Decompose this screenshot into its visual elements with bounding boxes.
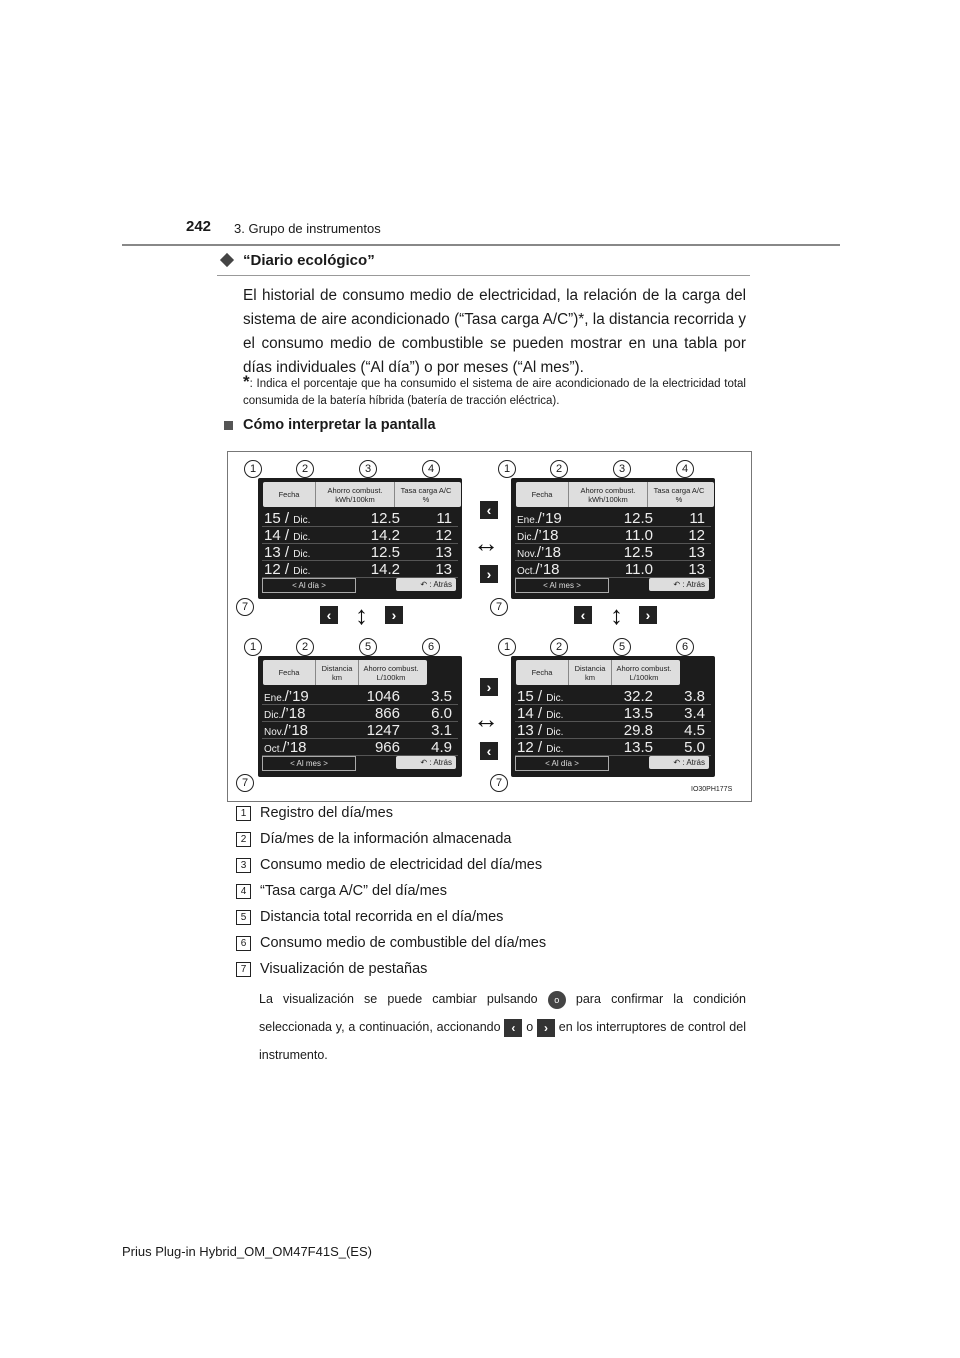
table-row bbox=[262, 511, 458, 527]
legend-text: Consumo medio de combustible del día/mes bbox=[260, 935, 547, 951]
ok-button-icon: o bbox=[548, 991, 566, 1009]
table-row bbox=[515, 706, 711, 722]
table-row bbox=[262, 528, 458, 544]
value-cell: 13 bbox=[435, 544, 452, 561]
legend-text: “Tasa carga A/C” del día/mes bbox=[260, 883, 447, 899]
footnote-text: : Indica el porcentaje que ha consumido el sistema de aire acondicionado de la electricidad total consumida de la batería híbrida (batería de tracción eléctrica). bbox=[243, 378, 746, 407]
table-header bbox=[516, 660, 680, 685]
callout-2: 2 bbox=[296, 460, 314, 478]
screen-day-fuel bbox=[511, 656, 715, 777]
value-cell: 3.8 bbox=[684, 688, 705, 705]
value-cell: 3.5 bbox=[431, 688, 452, 705]
horizontal-double-arrow-icon: ↔ bbox=[473, 704, 499, 734]
value-cell: 11 bbox=[689, 510, 705, 527]
callout-1: 1 bbox=[498, 638, 516, 656]
callout-7: 7 bbox=[236, 774, 254, 792]
footnote-mark: * bbox=[243, 372, 250, 391]
value-cell: 11 bbox=[436, 510, 452, 527]
column-header: Fecha bbox=[516, 482, 569, 507]
legend-number: 2 bbox=[236, 832, 251, 847]
section-rule bbox=[217, 275, 750, 276]
callout-7: 7 bbox=[490, 774, 508, 792]
left-arrow-icon: ‹ bbox=[320, 606, 338, 624]
page-number: 242 bbox=[186, 218, 212, 235]
date-cell: 14 / Dic. bbox=[264, 527, 311, 544]
value-cell: 14.2 bbox=[370, 527, 400, 544]
date-cell: 12 / Dic. bbox=[264, 561, 311, 578]
legend-text: Consumo medio de electricidad del día/mes bbox=[260, 857, 543, 873]
horizontal-double-arrow-icon: ↔ bbox=[473, 528, 499, 558]
note-text-4: en los interruptores de control del instrumento. bbox=[259, 1020, 746, 1062]
date-cell: Oct./’18 bbox=[517, 561, 560, 578]
subsection-title: Cómo interpretar la pantalla bbox=[243, 417, 436, 433]
note-text-1: La visualización se puede cambiar pulsando bbox=[259, 992, 538, 1006]
callout-2: 2 bbox=[296, 638, 314, 656]
figure bbox=[227, 451, 752, 802]
column-header: Ahorro combust. L/100km bbox=[616, 663, 672, 682]
table-header bbox=[263, 482, 461, 507]
value-cell: 4.5 bbox=[684, 722, 705, 739]
note-text-2: para confirmar la condición seleccionada y, a continuación, accionando bbox=[259, 992, 746, 1034]
right-arrow-icon: › bbox=[480, 678, 498, 696]
value-cell: 1046 bbox=[366, 688, 400, 705]
column-header: Distancia km bbox=[569, 660, 612, 685]
value-cell: 3.4 bbox=[684, 705, 705, 722]
left-arrow-icon: ‹ bbox=[574, 606, 592, 624]
column-header: Fecha bbox=[263, 482, 316, 507]
table-header bbox=[516, 482, 714, 507]
callout-4: 4 bbox=[676, 460, 694, 478]
screen-month-electric bbox=[511, 478, 715, 599]
tab-bar[interactable]: < Al mes > bbox=[515, 578, 609, 593]
legend-text: Visualización de pestañas bbox=[260, 961, 428, 977]
note-text-3: o bbox=[526, 1020, 534, 1034]
column-header: Tasa carga A/C % bbox=[400, 485, 452, 504]
value-cell: 13 bbox=[688, 544, 705, 561]
table-row bbox=[515, 562, 711, 578]
header-rule bbox=[122, 244, 840, 246]
date-cell: Nov./’18 bbox=[264, 722, 309, 739]
back-button[interactable]: ↶ : Atrás bbox=[649, 578, 709, 591]
legend-text: Distancia total recorrida en el día/mes bbox=[260, 909, 504, 925]
date-cell: 13 / Dic. bbox=[264, 544, 311, 561]
date-cell: Oct./’18 bbox=[264, 739, 307, 756]
date-cell: Dic./’18 bbox=[264, 705, 306, 722]
tab-bar[interactable]: < Al mes > bbox=[262, 756, 356, 771]
value-cell: 12.5 bbox=[623, 510, 653, 527]
screen-month-fuel bbox=[258, 656, 462, 777]
table-row bbox=[515, 545, 711, 561]
callout-1: 1 bbox=[498, 460, 516, 478]
value-cell: 14.2 bbox=[370, 561, 400, 578]
table-row bbox=[515, 740, 711, 756]
table-row bbox=[515, 689, 711, 705]
table-row bbox=[515, 528, 711, 544]
legend-item bbox=[236, 857, 542, 873]
value-cell: 12.5 bbox=[370, 510, 400, 527]
table-row bbox=[262, 562, 458, 578]
column-header: Fecha bbox=[263, 660, 316, 685]
left-arrow-button-icon: ‹ bbox=[504, 1019, 522, 1037]
table-row bbox=[262, 740, 458, 756]
left-arrow-icon: ‹ bbox=[480, 501, 498, 519]
column-header: Fecha bbox=[516, 660, 569, 685]
value-cell: 4.9 bbox=[431, 739, 452, 756]
date-cell: 13 / Dic. bbox=[517, 722, 564, 739]
callout-1: 1 bbox=[244, 638, 262, 656]
callout-6: 6 bbox=[676, 638, 694, 656]
date-cell: 15 / Dic. bbox=[517, 688, 564, 705]
chapter-title: 3. Grupo de instrumentos bbox=[234, 221, 381, 236]
back-button[interactable]: ↶ : Atrás bbox=[396, 756, 456, 769]
value-cell: 6.0 bbox=[431, 705, 452, 722]
back-button[interactable]: ↶ : Atrás bbox=[396, 578, 456, 591]
tab-bar[interactable]: < Al día > bbox=[262, 578, 356, 593]
table-row bbox=[515, 723, 711, 739]
callout-6: 6 bbox=[422, 638, 440, 656]
table-row bbox=[262, 706, 458, 722]
value-cell: 966 bbox=[374, 739, 400, 756]
table-row bbox=[262, 723, 458, 739]
table-row bbox=[515, 511, 711, 527]
tab-bar[interactable]: < Al día > bbox=[515, 756, 609, 771]
legend-number: 4 bbox=[236, 884, 251, 899]
callout-1: 1 bbox=[244, 460, 262, 478]
callout-2: 2 bbox=[550, 638, 568, 656]
callout-5: 5 bbox=[359, 638, 377, 656]
left-arrow-icon: ‹ bbox=[480, 742, 498, 760]
legend-number: 6 bbox=[236, 936, 251, 951]
column-header: Tasa carga A/C % bbox=[653, 485, 705, 504]
callout-7: 7 bbox=[236, 598, 254, 616]
column-header: Ahorro combust. kWh/100km bbox=[316, 482, 395, 507]
date-cell: Dic./’18 bbox=[517, 527, 559, 544]
legend-number: 1 bbox=[236, 806, 251, 821]
value-cell: 12.5 bbox=[623, 544, 653, 561]
date-cell: Ene./’19 bbox=[517, 510, 562, 527]
callout-2: 2 bbox=[550, 460, 568, 478]
legend-number: 7 bbox=[236, 962, 251, 977]
value-cell: 13.5 bbox=[623, 705, 653, 722]
diamond-bullet-icon bbox=[220, 253, 234, 267]
note-paragraph bbox=[259, 985, 746, 1069]
value-cell: 1247 bbox=[366, 722, 400, 739]
legend-item bbox=[236, 961, 427, 977]
callout-7: 7 bbox=[490, 598, 508, 616]
legend-text: Registro del día/mes bbox=[260, 805, 393, 821]
legend-text: Día/mes de la información almacenada bbox=[260, 831, 512, 847]
legend-item bbox=[236, 909, 503, 925]
value-cell: 11.0 bbox=[624, 561, 653, 578]
screen-day-electric bbox=[258, 478, 462, 599]
table-row bbox=[262, 545, 458, 561]
legend-item bbox=[236, 805, 393, 821]
column-header: Ahorro combust. L/100km bbox=[363, 663, 419, 682]
value-cell: 29.8 bbox=[623, 722, 653, 739]
value-cell: 3.1 bbox=[431, 722, 452, 739]
date-cell: 14 / Dic. bbox=[517, 705, 564, 722]
legend-item bbox=[236, 831, 511, 847]
right-arrow-icon: › bbox=[480, 565, 498, 583]
square-bullet-icon bbox=[224, 421, 233, 430]
vertical-double-arrow-icon: ↕ bbox=[610, 600, 623, 630]
intro-paragraph: El historial de consumo medio de electricidad, la relación de la carga del sistema de aire acondicionado (“Tasa carga A/C”)*, la distancia recorrida y el consumo medio de combustible se pueden mostrar en una tabla por días individuales (“Al día”) o por meses (“Al mes”). bbox=[243, 287, 746, 376]
legend-item bbox=[236, 935, 546, 951]
callout-3: 3 bbox=[359, 460, 377, 478]
legend-item bbox=[236, 883, 447, 899]
table-row bbox=[262, 689, 458, 705]
date-cell: Ene./’19 bbox=[264, 688, 309, 705]
value-cell: 32.2 bbox=[623, 688, 653, 705]
column-header: Ahorro combust. kWh/100km bbox=[569, 482, 648, 507]
column-header: Distancia km bbox=[316, 660, 359, 685]
value-cell: 13 bbox=[688, 561, 705, 578]
section-title: “Diario ecológico” bbox=[243, 252, 375, 269]
back-button[interactable]: ↶ : Atrás bbox=[649, 756, 709, 769]
value-cell: 12.5 bbox=[370, 544, 400, 561]
value-cell: 5.0 bbox=[684, 739, 705, 756]
value-cell: 13 bbox=[435, 561, 452, 578]
right-arrow-button-icon: › bbox=[537, 1019, 555, 1037]
value-cell: 12 bbox=[688, 527, 705, 544]
date-cell: 15 / Dic. bbox=[264, 510, 311, 527]
date-cell: Nov./’18 bbox=[517, 544, 562, 561]
legend-number: 5 bbox=[236, 910, 251, 925]
value-cell: 12 bbox=[435, 527, 452, 544]
vertical-double-arrow-icon: ↕ bbox=[355, 600, 368, 630]
callout-5: 5 bbox=[613, 638, 631, 656]
footnote bbox=[243, 373, 746, 410]
footer-doc-id: Prius Plug-in Hybrid_OM_OM47F41S_(ES) bbox=[122, 1244, 372, 1259]
right-arrow-icon: › bbox=[385, 606, 403, 624]
callout-4: 4 bbox=[422, 460, 440, 478]
right-arrow-icon: › bbox=[639, 606, 657, 624]
value-cell: 13.5 bbox=[623, 739, 653, 756]
table-header bbox=[263, 660, 427, 685]
value-cell: 866 bbox=[374, 705, 400, 722]
callout-3: 3 bbox=[613, 460, 631, 478]
figure-id: IO30PH177S bbox=[691, 786, 733, 793]
date-cell: 12 / Dic. bbox=[517, 739, 564, 756]
value-cell: 11.0 bbox=[624, 527, 653, 544]
legend-number: 3 bbox=[236, 858, 251, 873]
